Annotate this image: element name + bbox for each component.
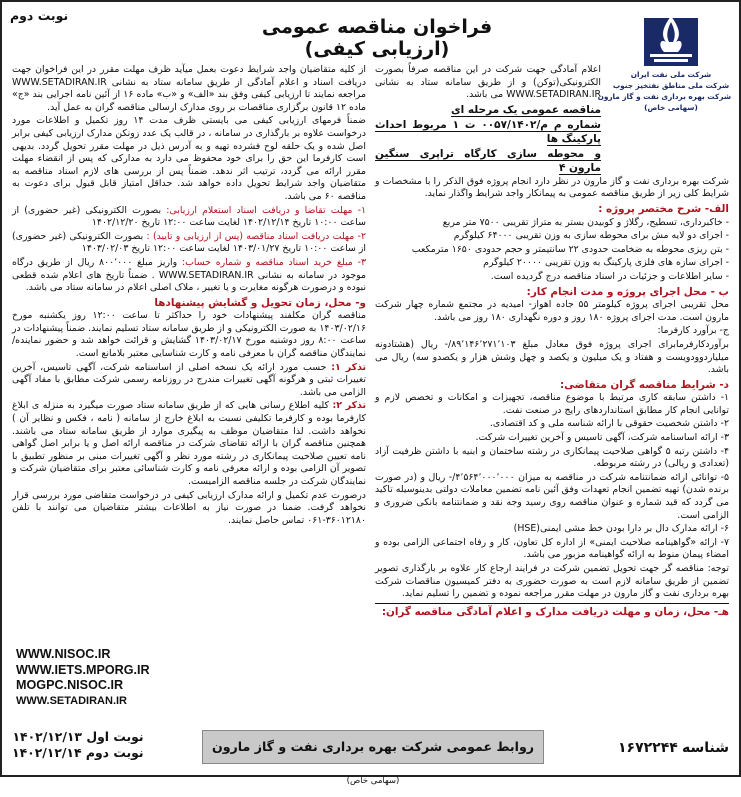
section-d-heading: د- شرایط مناقصه گران متقاضی: — [559, 378, 729, 391]
section-v-text: مناقصه گران مکلفند پیشنهادات خود را حداکثر تا ساعت ۱۲:۰۰ روز یکشنبه مورخ ۱۴۰۳/۰۲/۱۶ به صورت الکترونیکی و از طریق سامانه ستاد تسلیم نمایند. ضمناً پیشنهادات در ساعت ۸:۰۰ روز دوشنبه مورخ ۱۴۰۳/۰۲/۱۷ گشایش و قرائت خواهد شد و حضور نماینده/ نمایندگان مناقصه گران با معرفی نامه و کارت شناسایی معتبر بلامانع است. — [12, 310, 366, 360]
d-item: ۲- داشتن شخصیت حقوقی با ارائه شناسه ملی و کد اقتصادی. — [489, 418, 729, 430]
deadline-1 — [12, 205, 366, 230]
publication-dates — [12, 729, 144, 761]
left-column — [12, 64, 366, 528]
intro-paragraph: شرکت بهره برداری نفت و گاز مارون در نظر دارد انجام پروژه فوق الذکر را با مشخصات و شرایط کلی زیر از طریق مناقصه عمومی به پیمانکار واجد شرایط واگذار نماید. — [375, 175, 729, 200]
section-v-heading: و- محل، زمان تحویل و گشایش پیشنهادها — [154, 296, 366, 309]
closing-paragraph: درصورت عدم تکمیل و ارائه مدارک ارزیابی کیفی در درخواست متقاضی مورد بررسی قرار نخواهد گرفت. ضمنا در صورت نیاز به اطلاعات بیشتر متقاضیان می توانند با تلفن ۳۶۰۱۲۱۸۰-۰۶۱ تماس حاصل نمایند. — [12, 489, 366, 526]
notice-id — [618, 740, 729, 756]
website-list — [16, 647, 150, 709]
logo-line-4: (سهامی خاص) — [644, 103, 698, 112]
right-column — [375, 64, 729, 620]
note-2 — [12, 400, 366, 488]
first-publication-date: نوبت اول ۱۴۰۲/۱۲/۱۳ — [12, 729, 144, 744]
d-item: ۵- توانائی ارائه ضمانتنامه شرکت در مناقصه به میزان ۴٬۵۶۴٬۰۰۰٬۰۰۰/- ریال و (در صورت برنده شدن) تهیه تضمین انجام تعهدات وفق آئین نامه تضمین معاملات دولتی بدینوسیله تاکید می گردد که قید شماره و عنوان مناقصه روی رسید وجه نقد و ضمانتنامه بانکی ضروری و الزامی است. — [375, 471, 730, 521]
d-item: ۷- ارائه «گواهینامه صلاحیت ایمنی» از اداره کل تعاون، کار و رفاه اجتماعی الزامی بوده و امضاء پیمان منوط به ارائه گواهینامه مزبور می باشد. — [375, 536, 729, 561]
intro-text: اعلام آمادگی جهت شرکت در این مناقصه صرفاً بصورت الکترونیکی(توکن) و از طریق سامانه ستاد به نشانی WWW.SETADIRAN.IR می باشد. — [375, 64, 601, 101]
d-item: ۶- ارائه مدارک دال بر دارا بودن خط مشی ایمنی(HSE) — [513, 523, 729, 535]
logo-line-2: شرکت ملی مناطق نفتخیز جنوب — [612, 81, 730, 90]
deadline-1-title: ۱- مهلت تقاضا و دریافت اسناد استعلام ارزیابی: — [166, 204, 367, 216]
a-item: - خاکبرداری، تسطیح، رگلاژ و کوبیدن بستر به متراژ تقریبی ۷۵۰۰ متر مربع — [442, 216, 729, 228]
deadline-3 — [12, 257, 366, 295]
public-relations-banner — [202, 730, 544, 786]
note-paragraph: توجه: مناقصه گر جهت تحویل تضمین شرکت در فرایند ارجاع کار علاوه بر بارگذاری تصویر تضمین از طریق سامانه لازم است به صورت حضوری به دفتر کمیسیون مناقصات شرکت بهره برداری نفت و گاز مارون در مهلت مقرر مراجعه نموده و تضمین را تسلیم نماید. — [375, 563, 729, 600]
a-item: - اجرای دو لایه مش برای محوطه سازی به وزن تقریبی ۶۴۰۰۰ کیلوگرم — [453, 230, 729, 242]
deadline-2 — [12, 231, 366, 256]
website-link[interactable]: WWW.NISOC.IR — [16, 647, 111, 661]
logo-line-3: شرکت بهره برداری نفت و گاز مارون — [597, 92, 731, 101]
deadline-2-title: ۲- مهلت دریافت اسناد مناقصه (پس از ارزیابی و تایید) : — [146, 230, 366, 242]
deadline-2-text: بصورت الکترونیکی (غیر حضوری) از ساعت ۱۰:۰۰ تاریخ ۱۴۰۳/۰۱/۲۷ لغایت ساعت ۱۲:۰۰ تاریخ ۱۴۰۳/۰۲/۰۳ — [12, 230, 366, 255]
turn-label: نوبت دوم — [10, 8, 69, 23]
note-2-label: تذکر ۲: — [332, 400, 366, 412]
divider — [375, 603, 729, 605]
public-relations-name: روابط عمومی شرکت بهره برداری نفت و گاز مارون — [211, 739, 535, 754]
d-item: ۱- داشتن سابقه کاری مرتبط با موضوع مناقصه، تجهیزات و امکانات و تخصص لازم و توانایی انجام کار مطابق استانداردهای رایج در صنعت نفت. — [375, 392, 729, 416]
notice-id-value: ۱۶۷۲۲۴۴ — [617, 740, 678, 756]
website-link[interactable]: WWW.SETADIRAN.IR — [16, 694, 128, 707]
public-relations-suffix: (سهامی خاص) — [346, 776, 400, 786]
second-publication-date: نوبت دوم ۱۴۰۲/۱۲/۱۴ — [12, 745, 144, 760]
deadline-3-title: ۳- مبلغ خرید اسناد مناقصه و شماره حساب: — [181, 256, 366, 268]
notice-id-label: شناسه — [682, 740, 729, 756]
section-a-heading: الف- شرح مختصر پروژه : — [598, 202, 729, 215]
section-b-heading: ب - محل اجرای پروژه و مدت انجام کار: — [526, 285, 729, 298]
section-b-text: محل تقریبی اجرای پروژه کیلومتر ۵۵ جاده اهواز- امیدیه در مجتمع شماره چهار شرکت مارون است. مدت اجرای پروژه ۱۸۰ روز و دوره نگهداری ۱۸۰ روز می باشد. — [375, 299, 729, 323]
section-c-text: برآوردکارفرمابرای اجرای پروژه فوق معادل مبلغ ۸۹٬۱۴۶٬۲۷۱٬۱۰۳/- ریال (هشتادونه میلیاردوودویست و هفتاد و یک میلیون و یکصد و چهل وشش هزار و یکصدو سه) ریال می باشد. — [375, 338, 729, 376]
a-item: - بتن ریزی محوطه به ضخامت حدودی ۲۲ سانتیمتر و حجم حدودی ۱۶۵۰ مترمکعب — [411, 243, 729, 255]
a-item: - سایر اطلاعات و جزئیات در اسناد مناقصه درج گردیده است. — [490, 270, 729, 282]
tender-heading-3: و محوطه سازی کارگاه تراپری سنگین مارون ۴ — [375, 147, 601, 174]
deadline-3-text: واریز مبلغ ۸۰۰٬۰۰۰ ریال از طریق درگاه موجود در سامانه به نشانی WWW.SETADIRAN.IR . ضمناً تاریخ های اعلام شده قطعی نبوده و درصورت هرگونه مغایرت و یا تغییر ، ملاک اصلی اعلام در سامانه ستاد می باشد. — [12, 256, 366, 294]
note-1-text: حسب مورد ارائه یک نسخه اصلی از اساسنامه شرکت، آگهی تاسیس، آخرین تغییرات ثبتی و هرگونه آگهی تغییرات مندرج در روزنامه رسمی شرکت مطابق با مفاد آگهی الزامی می باشد. — [12, 361, 366, 398]
a-item: - اجرای سازه های فلزی پارکینگ به وزن تقریبی ۲۰۰۰۰ کیلوگرم — [483, 257, 729, 269]
logo-line-1: شرکت ملی نفت ایران — [630, 70, 712, 79]
tender-heading-2: شماره م م/۰۰۵۷/۱۴۰۲ ت ۱ مربوط احداث پارکینگ ها — [375, 118, 601, 145]
d-item: ۳- ارائه اساسنامه شرکت، آگهی تاسیس و آخرین تغییرات شرکت. — [475, 432, 729, 444]
section-c-heading: ج- برآورد کارفرما: — [657, 325, 729, 337]
left-paragraph-2: ضمناً فرمهای ارزیابی کیفی می بایستی ظرف مدت ۱۴ روز تکمیل و اطلاعات مورد درخواست علاوه بر بارگذاری در سامانه ، در قالب یک عدد زونکن مدارک ارزیابی کیفی برابر اصل شده و یک حلقه لوح فشرده تهیه و به آدرس ذیل در مهلت مقرر تحویل گردد. بدیهی است کارفرما این حق را برای خود محفوظ می دارد به مدارکی که پس از انقضاء مهلت مقرر ارائه می گردد، ترتیب اثر ندهد. ضمناً پس از بررسی های لازم اسناد مناقصه به متقاضیان واجد شرایط تحویل داده خواهد شد. حداقل امتیاز قابل قبول برای دعوت به مناقصه ۶۰ می باشد. — [12, 115, 366, 202]
website-link[interactable]: MOGPC.NISOC.IR — [16, 678, 124, 692]
note-1-label: تذکر ۱: — [331, 361, 367, 373]
page-title: فراخوان مناقصه عمومی (ارزیابی کیفی) — [261, 16, 493, 60]
tender-heading-1: مناقصه عمومی یک مرحله ای — [450, 103, 601, 116]
left-paragraph-1: از کلیه متقاضیان واجد شرایط دعوت بعمل میآید ظرف مهلت مقرر در این فراخوان جهت دریافت اسناد و اعلام آمادگی از طریق سامانه ستاد به نشانی WWW.SETADIRAN.IR مراجعه نمایند تا ارزیابی کیفی وفق بند «الف» و «ب» ماده ۱۶ از آئین نامه اجرایی بند «ج» ماده ۱۲ قانون برگزاری مناقصات بر روی مدارک ارسالی مناقصه گران به عمل آید. — [12, 64, 366, 113]
d-item: ۴- داشتن رتبه ۵ گواهی صلاحیت پیمانکاری در رشته ساختمان و ابنیه با داشتن ظرفیت آزاد (تعدادی و ریالی) در رشته مربوطه. — [375, 445, 729, 470]
note-1 — [12, 362, 366, 400]
section-h-heading: هـ- محل، زمان و مهلت دریافت مدارک و اعلام آمادگی مناقصه گران: — [381, 606, 729, 619]
nioc-emblem-icon — [640, 10, 702, 68]
website-link[interactable]: WWW.IETS.MPORG.IR — [16, 662, 150, 677]
deadline-1-text: بصورت الکترونیکی (غیر حضوری) از ساعت ۱۰:۰۰ تاریخ ۱۴۰۲/۱۲/۱۴ لغایت ساعت ۱۲:۰۰ تاریخ ۱۴۰۲/۱۲/۲۰ — [12, 204, 366, 229]
note-2-text: کلیه اطلاع رسانی هایی که از طریق سامانه ستاد صورت میگیرد به منزله ی ابلاغ کارفرما بوده و کارفرما تکلیفی نسبت به ابلاغ خارج از سامانه ( نامه ، فکس و نظایر آن ) نخواهد داشت. لذا متقاضیان موظف به پیگیری موارد از طریق سامانه ستاد می باشند. همچنین مناقصه گران با ارائه تقاضای شرکت در مناقصه ارائه اصل و یا برابر اصل گواهی نامه تعیین صلاحیت پیمانکاری در رشته مورد نظر و آگهی تغییرات مبنی بر منظور تطبیق با تصویر آن الزامی بوده و ارائه معرفی نامه و کارت شناسائی معتبر برای متقاضیان شرکت و نمایندگان شرکت در جلسه مناقصه الزامیست. — [12, 400, 366, 487]
